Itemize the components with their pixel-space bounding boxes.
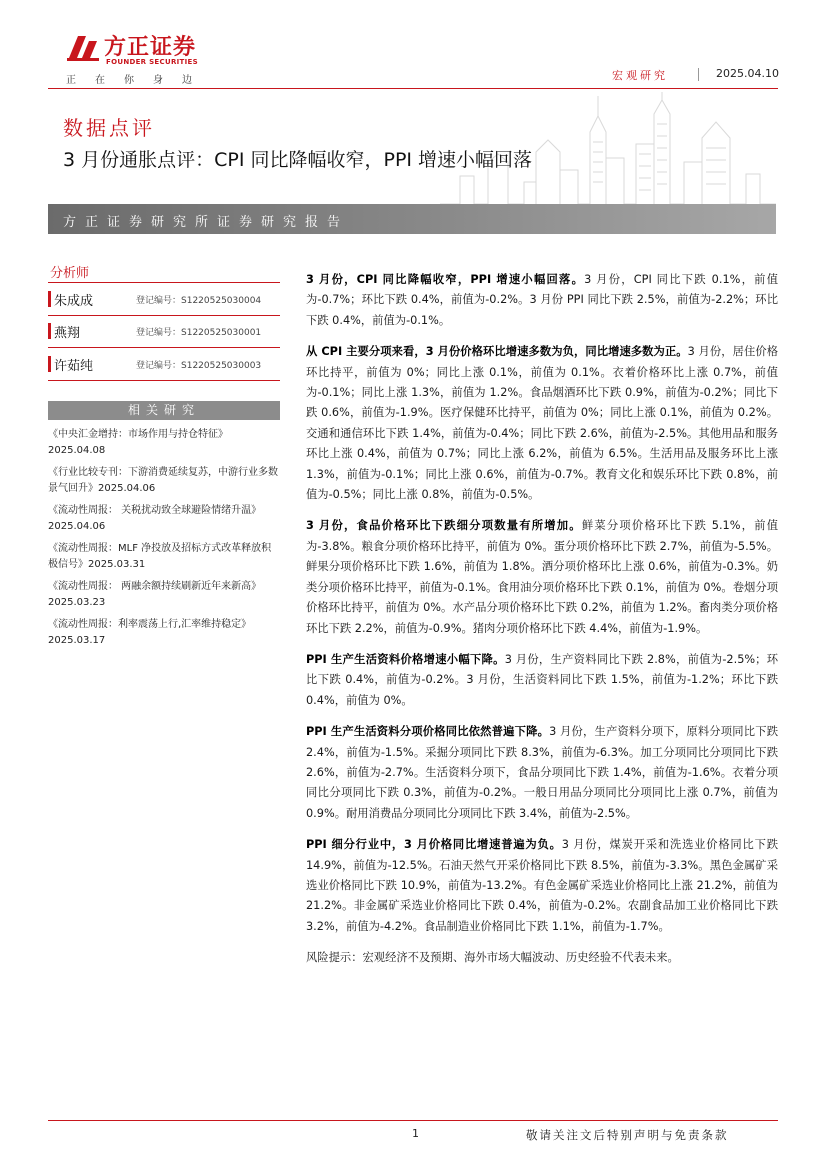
related-research-date: 2025.04.06: [98, 483, 156, 494]
report-body: [306, 270, 778, 980]
related-research-date: 2025.04.08: [48, 445, 106, 456]
related-research-heading: [48, 401, 280, 420]
header-rule: [48, 88, 778, 89]
analyst-divider: [48, 347, 280, 348]
related-research-date: 2025.03.17: [48, 635, 106, 646]
page-title: 3 月份通胀点评：CPI 同比降幅收窄，PPI 增速小幅回落: [63, 149, 533, 171]
related-research-list: [48, 427, 280, 655]
analyst-name: 燕翔: [54, 326, 81, 341]
analyst-registration: 登记编号：S1220525030001: [136, 328, 262, 338]
summary-paragraph: [306, 835, 778, 937]
related-research-date: 2025.03.23: [48, 597, 106, 608]
analyst-registration: 登记编号：S1220525030003: [136, 361, 262, 371]
related-research-heading-text: 相关研究: [127, 403, 200, 417]
analyst-registration: 登记编号：S1220525030004: [136, 296, 262, 306]
analyst-entry: [48, 354, 280, 376]
analyst-marker: [48, 323, 51, 339]
brand-english-name: FOUNDER SECURITIES: [106, 58, 198, 66]
disclaimer-link[interactable]: 敬请关注文后特别声明与免责条款: [526, 1128, 729, 1142]
paragraph-body: 鲜菜分项价格环比下跌 5.1%，前值为-3.8%。粮食分项价格环比持平，前值为 0%。蛋分项价格环比下跌 2.7%，前值为-5.5%。鲜果分项价格环比下跌 1.6%，前值为 1.8%。酒分项价格环比上涨 0.6%，前值为-0.3%。奶类分项价格环比持平，前值为-0.1%。食用油分项价格环比下跌 0.1%，前值为 0%。卷烟分项价格环比持平，前值为 0%。水产品分项价格环比下跌 0.2%，前值为 1.2%。畜肉类分项价格环比下跌 2.2%，前值为-0.9%。猪肉分项价格环比下跌 4.4%，前值为-1.9%。: [306, 519, 779, 635]
paragraph-lead: 3 月份，食品价格环比下跌细分项数量有所增加。: [306, 519, 582, 533]
analyst-divider: [48, 282, 280, 283]
header-separator: [698, 68, 699, 81]
analyst-heading: 分析师: [50, 266, 90, 281]
summary-paragraph: [306, 516, 778, 638]
founder-logo-icon: [66, 32, 100, 62]
paragraph-body: 3 月份，煤炭开采和洗选业价格同比下跌 14.9%，前值为-12.5%。石油天然气开采价格同比下跌 8.5%，前值为-3.3%。黑色金属矿采选业价格同比下跌 10.9%，前值为-13.2%。有色金属矿采选业价格同比上涨 21.2%，前值为 21.2%。非金属矿采选业价格同比下跌 0.4%，前值为-0.2%。农副食品加工业价格同比下跌 3.2%，前值为-4.2%。食品制造业价格同比下跌 1.1%，前值为-1.7%。: [306, 838, 778, 933]
summary-paragraph: [306, 270, 778, 331]
paragraph-lead: 3 月份，CPI 同比降幅收窄，PPI 增速小幅回落。: [306, 273, 585, 286]
document-type: 数据点评: [63, 116, 155, 140]
risk-warning-text: 风险提示：宏观经济不及预期、海外市场大幅波动、历史经验不代表未来。: [306, 951, 679, 965]
related-research-title[interactable]: 《中央汇金增持：市场作用与持仓特征》: [48, 429, 228, 440]
related-research-item[interactable]: [48, 541, 280, 573]
paragraph-body: 3 月份，居住价格环比持平，前值为 0%；同比上涨 0.1%，前值为 0.1%。衣着价格环比上涨 0.7%，前值为-0.1%；同比上涨 1.3%，前值为 1.2%。食品烟酒环比下跌 0.9%，前值为-0.2%；同比下跌 0.6%，前值为-1.9%。医疗保健环比持平，前值为 0%；同比上涨 0.1%，前值为 0.2%。交通和通信环比下跌 1.4%，前值为-0.4%；同比下跌 2.6%，前值为-2.5%。其他用品和服务环比上涨 0.4%，前值为 0.7%；同比上涨 6.2%，前值为 6.5%。生活用品及服务环比上涨 1.3%，前值为-0.1%；同比上涨 0.6%，前值为-0.7%。教育文化和娱乐环比下跌 0.8%，前值为-0.5%；同比上涨 0.8%，前值为-0.5%。: [306, 345, 779, 502]
related-research-title[interactable]: 《流动性周报：MLF 净投放及招标方式改革释放积极信号》: [48, 543, 272, 570]
footer-rule: [48, 1120, 778, 1121]
analyst-entry: [48, 321, 280, 343]
paragraph-body: 3 月份，生产资料同比下跌 2.8%，前值为-2.5%；环比下跌 0.4%，前值为-0.2%。3 月份，生活资料同比下跌 1.5%，前值为-1.2%；环比下跌 0.4%，前值为 0%。: [306, 652, 778, 707]
report-category: 宏观研究: [612, 69, 668, 82]
related-research-item[interactable]: [48, 503, 280, 535]
related-research-date: 2025.03.31: [88, 559, 146, 570]
summary-paragraph: [306, 722, 778, 824]
analyst-divider: [48, 315, 280, 316]
analyst-name: 朱成成: [54, 294, 94, 309]
paragraph-lead: PPI 生产生活资料分项价格同比依然普遍下降。: [306, 725, 550, 739]
paragraph-lead: 从 CPI 主要分项来看，3 月份价格环比增速多数为负，同比增速多数为正。: [306, 345, 688, 359]
paragraph-body: 3 月份，生产资料分项下，原料分项同比下跌 2.4%，前值为-1.5%。采掘分项同比下跌 8.3%，前值为-6.3%。加工分项同比分项同比下跌 2.6%，前值为-2.7%。生活资料分项下，食品分项同比下跌 1.4%，前值为-1.6%。衣着分项同比分项同比下跌 0.3%，前值为-0.2%。一般日用品分项同比分项同比上涨 0.7%，前值为 0.9%。耐用消费品分项同比分项同比下跌 3.4%，前值为-2.5%。: [306, 725, 779, 820]
brand-name: 方正证券: [104, 35, 197, 60]
paragraph-body: 3 月份，CPI 同比下跌 0.1%，前值为-0.7%；环比下跌 0.4%，前值为-0.2%。3 月份 PPI 同比下跌 2.5%，前值为-2.2%；环比下跌 0.4%，前值为-0.1%。: [306, 273, 778, 327]
risk-warning: [306, 948, 778, 968]
related-research-item[interactable]: [48, 465, 280, 497]
analyst-name: 许茹纯: [54, 359, 94, 374]
related-research-title[interactable]: 《流动性周报： 关税扰动致全球避险情绪升温》: [48, 505, 262, 516]
summary-paragraph: [306, 342, 778, 505]
analyst-marker: [48, 356, 51, 372]
related-research-title[interactable]: 《行业比较专刊：下游消费延续复苏，中游行业多数景气回升》: [48, 467, 278, 494]
paragraph-lead: PPI 细分行业中，3 月价格同比增速普遍为负。: [306, 838, 562, 852]
related-research-item[interactable]: [48, 427, 280, 459]
summary-paragraph: [306, 650, 778, 711]
analyst-divider: [48, 380, 280, 381]
paragraph-lead: PPI 生产生活资料价格增速小幅下降。: [306, 652, 505, 666]
related-research-item[interactable]: [48, 579, 280, 611]
related-research-title[interactable]: 《流动性周报： 两融余额持续刷新近年来新高》: [48, 581, 262, 592]
related-research-item[interactable]: [48, 617, 280, 649]
analyst-marker: [48, 291, 51, 307]
brand-slogan: 正在你身边: [66, 75, 211, 86]
analyst-entry: [48, 289, 280, 311]
report-banner: [48, 204, 776, 234]
report-date: 2025.04.10: [716, 67, 779, 80]
related-research-date: 2025.04.06: [48, 521, 106, 532]
page-number: 1: [412, 1127, 419, 1140]
company-logo: [66, 28, 226, 84]
banner-text: 方正证券研究所证券研究报告: [63, 215, 350, 230]
related-research-title[interactable]: 《流动性周报：利率震荡上行,汇率维持稳定》: [48, 619, 252, 630]
